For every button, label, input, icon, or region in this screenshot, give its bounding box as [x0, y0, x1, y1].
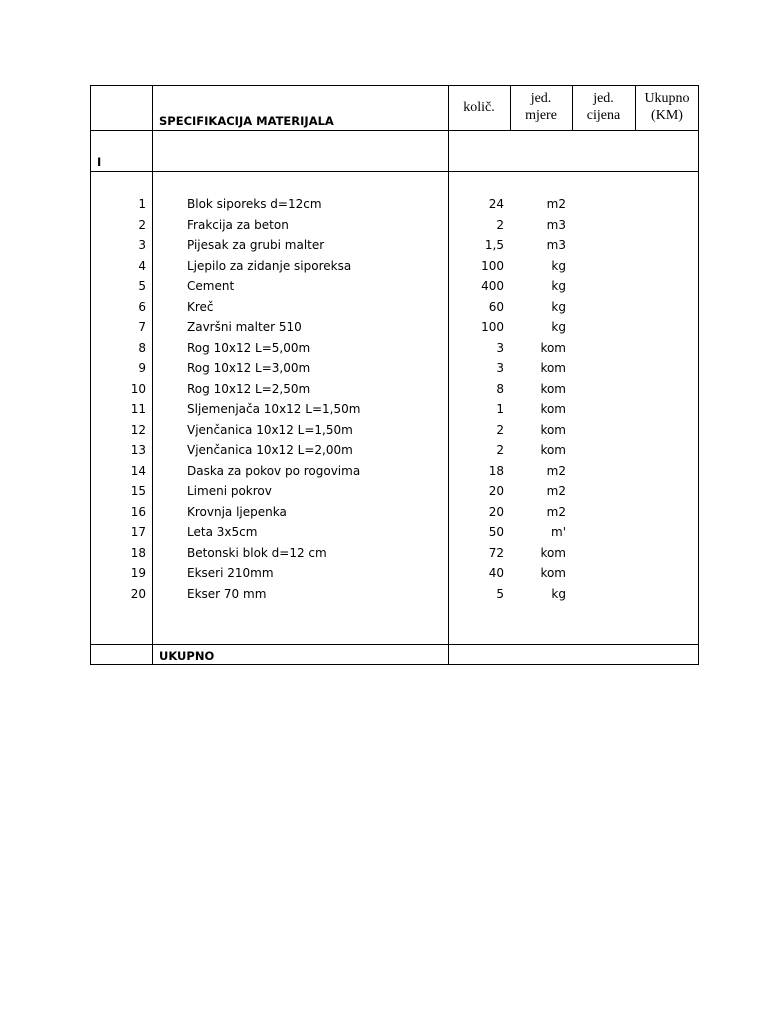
row-quantity: 5 — [496, 586, 504, 601]
table-row — [90, 358, 699, 378]
row-unit: kom — [540, 381, 566, 396]
row-unit: kom — [540, 422, 566, 437]
table-row — [90, 543, 699, 563]
header-total-line2: (KM) — [651, 108, 683, 123]
header-unit-price — [572, 90, 635, 124]
row-number: 16 — [130, 504, 146, 519]
row-unit: kg — [551, 279, 566, 293]
table-row — [90, 420, 699, 440]
header-divider — [90, 130, 699, 131]
row-material: Frakcija za beton — [187, 217, 289, 232]
table-row — [90, 399, 699, 419]
row-quantity: 3 — [496, 361, 504, 375]
row-quantity: 2 — [496, 217, 504, 232]
header-quantity-label: količ. — [463, 100, 495, 115]
row-material: Leta 3x5cm — [187, 525, 258, 539]
row-quantity: 1 — [496, 402, 504, 416]
row-quantity: 20 — [488, 484, 504, 498]
section-number: I — [97, 155, 102, 169]
row-material: Završni malter 510 — [187, 320, 302, 334]
table-row — [90, 440, 699, 460]
row-unit: m' — [551, 525, 566, 539]
row-number: 8 — [138, 340, 146, 355]
header-quantity — [448, 99, 510, 116]
row-unit: kom — [540, 361, 566, 375]
section-divider — [90, 171, 699, 172]
row-material: Pijesak za grubi malter — [187, 238, 325, 252]
row-material: Vjenčanica 10x12 L=2,00m — [187, 443, 353, 457]
row-quantity: 50 — [488, 525, 504, 539]
row-number: 10 — [130, 381, 146, 396]
row-number: 3 — [138, 238, 146, 252]
footer-divider — [90, 644, 699, 645]
table-row — [90, 256, 699, 276]
row-quantity: 24 — [488, 197, 504, 211]
row-number: 7 — [138, 320, 146, 334]
table-row — [90, 481, 699, 501]
row-number: 15 — [130, 484, 146, 498]
header-total-line1: Ukupno — [644, 91, 690, 106]
row-quantity: 100 — [481, 320, 504, 334]
row-quantity: 3 — [496, 340, 504, 355]
table-row — [90, 215, 699, 235]
row-material: Blok siporeks d=12cm — [187, 197, 322, 211]
row-unit: m2 — [546, 484, 566, 498]
row-unit: kom — [540, 402, 566, 416]
row-number: 13 — [130, 443, 146, 457]
row-quantity: 40 — [488, 566, 504, 580]
row-unit: kg — [551, 586, 566, 601]
table-row — [90, 461, 699, 481]
row-quantity: 20 — [488, 504, 504, 519]
header-price-line2: cijena — [586, 108, 621, 123]
table-title: SPECIFIKACIJA MATERIJALA — [159, 114, 334, 128]
row-unit: kg — [551, 320, 566, 334]
row-number: 11 — [130, 402, 146, 416]
table-row — [90, 563, 699, 583]
row-material: Ekser 70 mm — [187, 586, 267, 601]
row-material: Limeni pokrov — [187, 484, 272, 498]
row-material: Vjenčanica 10x12 L=1,50m — [187, 422, 353, 437]
row-number: 4 — [138, 258, 146, 273]
row-material: Rog 10x12 L=2,50m — [187, 381, 311, 396]
row-material: Sljemenjača 10x12 L=1,50m — [187, 402, 361, 416]
row-quantity: 2 — [496, 422, 504, 437]
row-material: Kreč — [187, 299, 214, 314]
table-row — [90, 235, 699, 255]
row-quantity: 60 — [488, 299, 504, 314]
row-quantity: 400 — [481, 279, 504, 293]
header-unit — [510, 90, 572, 124]
row-quantity: 2 — [496, 443, 504, 457]
row-number: 19 — [130, 566, 146, 580]
table-row — [90, 317, 699, 337]
table-row — [90, 194, 699, 214]
row-unit: kg — [551, 258, 566, 273]
row-unit: kom — [540, 443, 566, 457]
row-quantity: 18 — [488, 463, 504, 478]
row-unit: kom — [540, 545, 566, 560]
header-unit-line2: mjere — [525, 108, 557, 123]
row-quantity: 100 — [481, 258, 504, 273]
row-quantity: 72 — [488, 545, 504, 560]
row-number: 18 — [130, 545, 146, 560]
row-material: Betonski blok d=12 cm — [187, 545, 327, 560]
row-unit: kom — [540, 566, 566, 580]
table-row — [90, 297, 699, 317]
row-material: Ljepilo za zidanje siporeksa — [187, 258, 352, 273]
row-number: 2 — [138, 217, 146, 232]
row-number: 1 — [138, 197, 146, 211]
table-row — [90, 584, 699, 604]
row-quantity: 1,5 — [484, 238, 504, 252]
row-unit: m2 — [546, 197, 566, 211]
row-unit: kg — [551, 299, 566, 314]
row-unit: m2 — [546, 504, 566, 519]
row-material: Rog 10x12 L=5,00m — [187, 340, 311, 355]
row-number: 17 — [130, 525, 146, 539]
row-unit: m3 — [546, 217, 566, 232]
header-unit-line1: jed. — [530, 91, 552, 106]
row-material: Cement — [187, 279, 235, 293]
total-label: UKUPNO — [159, 649, 215, 663]
row-material: Krovnja ljepenka — [187, 504, 287, 519]
row-material: Rog 10x12 L=3,00m — [187, 361, 311, 375]
row-unit: m2 — [546, 463, 566, 478]
table-row — [90, 502, 699, 522]
header-total — [635, 90, 699, 124]
row-number: 12 — [130, 422, 146, 437]
row-material: Ekseri 210mm — [187, 566, 274, 580]
row-quantity: 8 — [496, 381, 504, 396]
header-price-line1: jed. — [593, 91, 614, 106]
table-row — [90, 276, 699, 296]
row-number: 5 — [138, 279, 146, 293]
row-number: 20 — [130, 586, 146, 601]
row-unit: kom — [540, 340, 566, 355]
row-number: 9 — [138, 361, 146, 375]
table-row — [90, 379, 699, 399]
table-row — [90, 338, 699, 358]
row-number: 6 — [138, 299, 146, 314]
table-row — [90, 522, 699, 542]
row-material: Daska za pokov po rogovima — [187, 463, 361, 478]
row-number: 14 — [130, 463, 146, 478]
row-unit: m3 — [546, 238, 566, 252]
